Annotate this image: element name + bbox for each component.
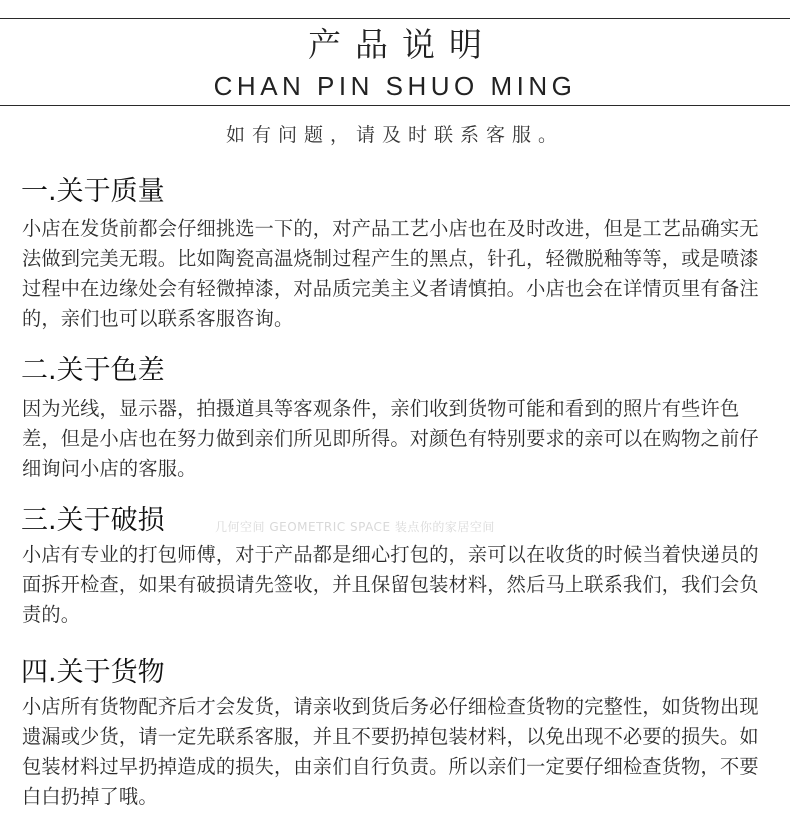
section-heading-goods: 四.关于货物	[21, 657, 165, 688]
contact-notice: 如有问题，请及时联系客服。	[225, 124, 564, 146]
watermark: 几何空间 GEOMETRIC SPACE 装点你的家居空间	[215, 520, 495, 534]
section-heading-damage: 三.关于破损	[21, 505, 165, 536]
section-body-color: 因为光线，显示器，拍摄道具等客观条件，亲们收到货物可能和看到的照片有些许色差，但是小店也在努力做到亲们所见即所得。对颜色有特别要求的亲可以在购物之前仔细询问小店的客服。	[22, 397, 759, 480]
section-heading-color: 二.关于色差	[21, 355, 165, 386]
top-divider	[0, 18, 790, 19]
page-title: 产品说明	[308, 25, 496, 64]
section-body-goods: 小店所有货物配齐后才会发货，请亲收到货后务必仔细检查货物的完整性，如货物出现遗漏或少货，请一定先联系客服，并且不要扔掉包装材料，以免出现不必要的损失。如包装材料过早扔掉造成的损失，由亲们自行负责。所以亲们一定要仔细检查货物，不要白白扔掉了哦。	[22, 695, 759, 808]
section-body-damage: 小店有专业的打包师傅，对于产品都是细心打包的，亲可以在收货的时候当着快递员的面拆开检查，如果有破损请先签收，并且保留包装材料，然后马上联系我们，我们会负责的。	[22, 543, 759, 626]
section-body-quality: 小店在发货前都会仔细挑选一下的，对产品工艺小店也在及时改进，但是工艺品确实无法做到完美无瑕。比如陶瓷高温烧制过程产生的黑点，针孔，轻微脱釉等等，或是喷漆过程中在边缘处会有轻微掉漆，对品质完美主义者请慎拍。小店也会在详情页里有备注的，亲们也可以联系客服咨询。	[22, 217, 759, 330]
page-title-pinyin: CHAN PIN SHUO MING	[213, 71, 577, 101]
bottom-divider	[0, 105, 790, 106]
section-heading-quality: 一.关于质量	[21, 176, 165, 207]
